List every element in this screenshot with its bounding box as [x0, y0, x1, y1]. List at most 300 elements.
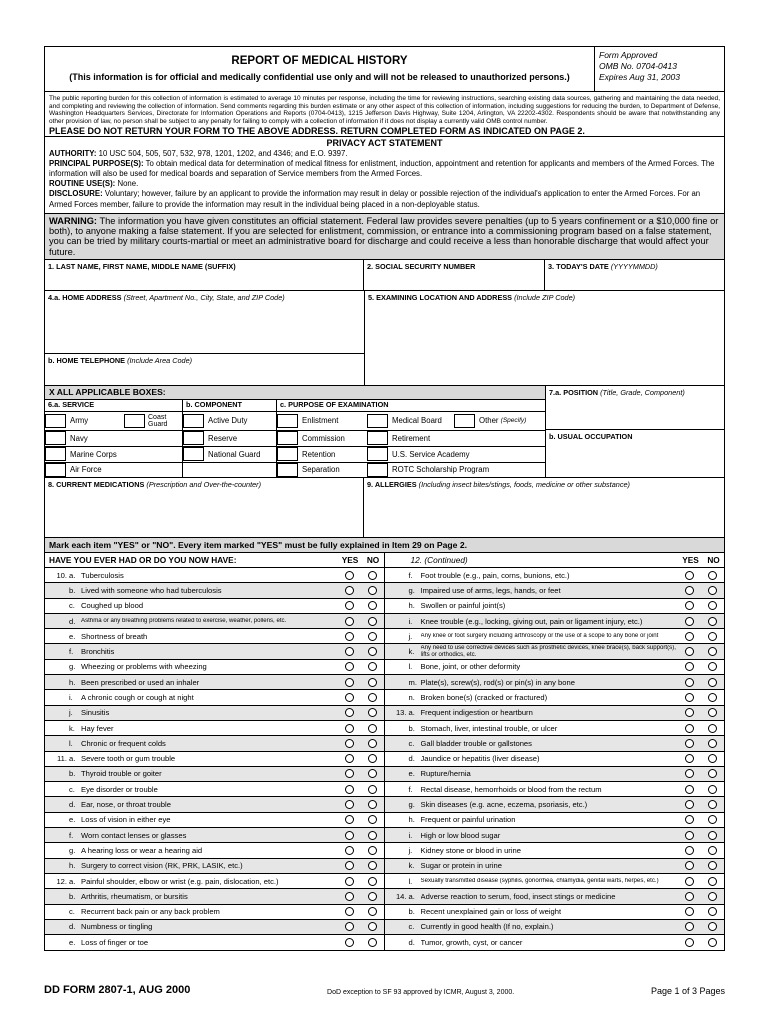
yes-no-radios [678, 647, 724, 656]
yes-radio[interactable] [345, 617, 354, 626]
question-letter: c. [69, 907, 75, 917]
question-text: Painful shoulder, elbow or wrist (e.g. pain, dislocation, etc.) [81, 876, 279, 886]
date-label: 3. TODAY'S DATE [548, 261, 609, 271]
yes-no-radios [678, 693, 724, 702]
checkbox-commission[interactable] [277, 431, 298, 445]
question-letter: c. [408, 922, 415, 932]
yes-radio[interactable] [685, 571, 694, 580]
no-radio[interactable] [368, 769, 377, 778]
question-row [45, 721, 384, 736]
no-radio[interactable] [708, 586, 717, 595]
yes-radio[interactable] [685, 617, 694, 626]
option-service-academy: U.S. Service Academy [392, 449, 470, 459]
no-radio[interactable] [368, 907, 377, 916]
question-text: Frequent or painful urination [420, 815, 516, 825]
question-text: Sugar or protein in urine [420, 861, 502, 871]
component-row-guard [183, 446, 276, 462]
yes-no-radios [338, 708, 384, 717]
yes-radio[interactable] [345, 785, 354, 794]
question-letter: j. [408, 631, 413, 641]
no-radio[interactable] [368, 724, 377, 733]
yes-radio[interactable] [685, 601, 694, 610]
no-radio[interactable] [708, 892, 717, 901]
question-row [385, 629, 725, 644]
questions-left-list [45, 568, 384, 950]
yes-radio[interactable] [685, 877, 694, 886]
yes-no-radios [338, 846, 384, 855]
question-letter: h. [69, 677, 76, 687]
yes-radio[interactable] [685, 785, 694, 794]
question-letter: b. [408, 907, 415, 917]
yes-radio[interactable] [685, 662, 694, 671]
yes-no-radios [338, 785, 384, 794]
exam-loc-label: 5. EXAMINING LOCATION AND ADDRESS [368, 292, 513, 302]
yes-no-radios [678, 617, 724, 626]
question-text: Knee trouble (e.g., locking, giving out, pain or ligament injury, etc.) [420, 616, 643, 626]
yes-radio[interactable] [345, 907, 354, 916]
yes-no-radios [338, 662, 384, 671]
checkbox-retention[interactable] [277, 447, 298, 461]
questions-right [385, 553, 725, 950]
checkbox-medical-board[interactable] [367, 414, 388, 428]
no-radio[interactable] [708, 800, 717, 809]
position-hint: (Title, Grade, Component) [600, 387, 685, 397]
question-text: Sinusitis [81, 708, 110, 718]
questions-right-header [385, 553, 725, 568]
question-letter: e. [69, 631, 76, 641]
yes-no-radios [338, 815, 384, 824]
authority-label: AUTHORITY: [49, 148, 97, 158]
authority-line [49, 149, 720, 159]
no-radio[interactable] [708, 831, 717, 840]
no-radio[interactable] [368, 617, 377, 626]
checkbox-other[interactable] [454, 414, 475, 428]
home-address-field[interactable] [45, 291, 364, 353]
yes-radio[interactable] [685, 815, 694, 824]
purpose-row-1 [277, 411, 545, 430]
no-radio[interactable] [708, 708, 717, 717]
no-radio[interactable] [708, 632, 717, 641]
question-text: Ear, nose, or throat trouble [81, 800, 171, 810]
question-row [45, 614, 384, 629]
yes-no-radios [338, 601, 384, 610]
option-active-duty: Active Duty [208, 416, 248, 426]
questions-left-header [45, 553, 384, 568]
question-row [385, 736, 725, 751]
yes-radio[interactable] [685, 754, 694, 763]
no-radio[interactable] [708, 815, 717, 824]
question-letter: f. [69, 647, 74, 657]
yes-radio[interactable] [345, 846, 354, 855]
no-radio[interactable] [708, 662, 717, 671]
warning-text: The information you have given constitutes an official statement. Federal law provides severe penalties (up to 5 years confinement or a $10,000 fine or both), to anyone making a false statement. If you are selected for enlistment, commission, or entrance into a commissioning program based on a false statement, you can be tried by military courts-martial or meet an administrative board for discharge and could receive a less than honorable discharge that would affect your future. [49, 215, 719, 257]
question-letter: h. [69, 861, 76, 871]
yes-radio[interactable] [345, 861, 354, 870]
yes-radio[interactable] [685, 861, 694, 870]
yes-radio[interactable] [685, 800, 694, 809]
yes-no-radios [338, 617, 384, 626]
question-letter: i. [408, 830, 413, 840]
yes-radio[interactable] [345, 586, 354, 595]
yes-no-radios [338, 769, 384, 778]
question-row [45, 874, 384, 889]
option-enlistment: Enlistment [302, 416, 339, 426]
yes-radio[interactable] [345, 632, 354, 641]
home-telephone-field[interactable] [45, 353, 364, 385]
yes-radio[interactable] [685, 586, 694, 595]
checkbox-active-duty[interactable] [183, 414, 204, 428]
question-letter: l. [408, 662, 413, 672]
ssn-field[interactable] [364, 260, 545, 290]
option-rotc: ROTC Scholarship Program [392, 465, 490, 475]
question-text: Rectal disease, hemorrhoids or blood from the rectum [420, 784, 602, 794]
yes-no-radios [678, 846, 724, 855]
question-text: Rupture/hernia [420, 769, 471, 779]
checkbox-marine-corps[interactable] [45, 447, 66, 461]
question-letter: i. [69, 693, 73, 702]
question-row [385, 920, 725, 935]
question-letter: g. [408, 585, 415, 595]
yes-radio[interactable] [345, 739, 354, 748]
checkbox-coast-guard[interactable] [124, 414, 145, 428]
yes-radio[interactable] [345, 922, 354, 931]
page-number: Page 1 of 3 Pages [650, 986, 725, 996]
question-text: Any knee or foot surgery including arthroscopy or the use of a scope to any bone or joint [420, 633, 659, 640]
no-radio[interactable] [368, 571, 377, 580]
question-row [385, 874, 725, 889]
question-letter: a. [69, 570, 76, 580]
question-number: 14. [395, 891, 407, 901]
question-letter: c. [69, 784, 75, 794]
question-row [385, 859, 725, 874]
yes-radio[interactable] [345, 815, 354, 824]
question-letter: g. [408, 800, 415, 810]
no-radio[interactable] [368, 754, 377, 763]
question-letter: f. [69, 830, 74, 840]
question-number: 10. [56, 570, 67, 580]
yes-radio[interactable] [345, 877, 354, 886]
yes-radio[interactable] [685, 693, 694, 702]
row-address [45, 290, 724, 385]
no-radio[interactable] [708, 739, 717, 748]
no-radio[interactable] [368, 892, 377, 901]
question-letter: l. [408, 876, 413, 886]
checkbox-retirement[interactable] [367, 431, 388, 445]
expiration-date: Expires Aug 31, 2003 [599, 72, 680, 82]
question-row [45, 752, 384, 767]
question-letter: d. [69, 800, 76, 810]
yes-no-radios [678, 861, 724, 870]
question-text: Numbness or tingling [81, 922, 153, 932]
no-radio[interactable] [368, 831, 377, 840]
question-row [385, 690, 725, 705]
yes-radio[interactable] [685, 724, 694, 733]
authority-text: 10 USC 504, 505, 507, 532, 978, 1201, 1202, and 4346; and E.O. 9397. [96, 148, 348, 158]
question-number: 11. [57, 754, 67, 764]
yes-radio[interactable] [345, 938, 354, 947]
question-row [45, 644, 384, 659]
questions-right-list [385, 568, 725, 950]
question-text: Currently in good health (If no, explain.) [420, 922, 554, 932]
question-row [385, 905, 725, 920]
yes-radio[interactable] [345, 769, 354, 778]
no-radio[interactable] [708, 846, 717, 855]
left-header-text: HAVE YOU EVER HAD OR DO YOU NOW HAVE: [49, 554, 237, 565]
no-radio[interactable] [368, 938, 377, 947]
question-text: Sexually transmitted disease (syphilis, gonorrhea, chlamydia, genital warts, herpes, etc.) [420, 877, 659, 884]
purpose-label: c. PURPOSE OF EXAMINATION [280, 399, 389, 409]
name-field[interactable] [45, 260, 364, 290]
no-radio[interactable] [708, 601, 717, 610]
omb-number: OMB No. 0704-0413 [599, 61, 677, 71]
no-radio[interactable] [708, 678, 717, 687]
service-row-air-force [45, 462, 182, 477]
yes-no-radios [338, 571, 384, 580]
yes-radio[interactable] [345, 754, 354, 763]
yes-radio[interactable] [345, 724, 354, 733]
form-footer [44, 978, 725, 996]
question-letter: e. [69, 815, 76, 825]
option-coast-guard: Coast Guard [148, 413, 168, 428]
question-letter: c. [408, 738, 415, 748]
yes-radio[interactable] [345, 831, 354, 840]
date-field[interactable] [545, 260, 724, 290]
yes-radio[interactable] [345, 693, 354, 702]
address-hint: (Street, Apartment No., City, State, and ZIP Code) [123, 292, 285, 302]
yes-radio[interactable] [345, 892, 354, 901]
no-radio[interactable] [368, 815, 377, 824]
question-letter: k. [69, 723, 75, 733]
question-letter: f. [408, 570, 413, 580]
privacy-title: PRIVACY ACT STATEMENT [326, 138, 443, 149]
routine-line [49, 179, 720, 189]
no-radio[interactable] [368, 877, 377, 886]
question-letter: g. [69, 662, 76, 672]
medications-field[interactable] [45, 478, 364, 537]
yes-no-radios [338, 861, 384, 870]
question-text: Frequent indigestion or heartburn [420, 708, 533, 718]
question-text: Kidney stone or blood in urine [420, 845, 521, 855]
question-row [385, 843, 725, 858]
question-text: Jaundice or hepatitis (liver disease) [420, 754, 540, 764]
yes-radio[interactable] [685, 632, 694, 641]
form-subtitle: (This information is for official and medically confidential use only and will not be released to unauthorized persons.) [69, 72, 570, 82]
question-row [45, 782, 384, 797]
checkbox-national-guard[interactable] [183, 447, 204, 461]
checkbox-army[interactable] [45, 414, 66, 428]
date-hint: (YYYYMMDD) [610, 261, 658, 271]
question-letter: d. [408, 938, 415, 948]
question-text: Plate(s), screw(s), rod(s) or pin(s) in any bone [420, 677, 575, 687]
service-block [45, 386, 546, 477]
routine-text: None. [115, 179, 139, 189]
yes-no-radios [338, 877, 384, 886]
yes-radio[interactable] [685, 708, 694, 717]
purpose-line [49, 159, 720, 179]
no-radio[interactable] [368, 632, 377, 641]
question-text: Loss of vision in either eye [81, 815, 171, 825]
no-radio[interactable] [708, 754, 717, 763]
no-radio[interactable] [368, 861, 377, 870]
yes-radio[interactable] [685, 769, 694, 778]
question-letter: b. [69, 891, 76, 901]
yes-radio[interactable] [685, 846, 694, 855]
no-radio[interactable] [368, 586, 377, 595]
yes-no-radios [678, 877, 724, 886]
no-radio[interactable] [368, 846, 377, 855]
phone-label: b. HOME TELEPHONE [48, 355, 126, 365]
question-row [385, 782, 725, 797]
question-text: Loss of finger or toe [81, 938, 149, 948]
no-radio[interactable] [708, 724, 717, 733]
yes-radio[interactable] [685, 922, 694, 931]
yes-radio[interactable] [345, 571, 354, 580]
question-row [385, 644, 725, 659]
checkbox-air-force[interactable] [45, 463, 66, 477]
question-text: Shortness of breath [81, 631, 148, 641]
option-navy: Navy [70, 433, 88, 443]
no-radio[interactable] [708, 785, 717, 794]
question-letter: h. [408, 815, 415, 825]
other-hint: (Specify) [500, 417, 527, 425]
option-separation: Separation [302, 465, 340, 475]
no-radio[interactable] [708, 769, 717, 778]
phone-hint: (Include Area Code) [127, 355, 193, 365]
question-row [385, 767, 725, 782]
checkbox-navy[interactable] [45, 431, 66, 445]
question-letter: a. [69, 754, 76, 764]
header-main [45, 47, 595, 91]
no-radio[interactable] [708, 922, 717, 931]
checkbox-rotc[interactable] [367, 463, 388, 477]
question-letter: b. [408, 723, 415, 733]
no-radio[interactable] [708, 693, 717, 702]
no-radio[interactable] [708, 861, 717, 870]
no-radio[interactable] [368, 662, 377, 671]
question-row [45, 813, 384, 828]
yes-radio[interactable] [345, 800, 354, 809]
yes-radio[interactable] [685, 647, 694, 656]
no-radio[interactable] [368, 601, 377, 610]
no-radio[interactable] [708, 877, 717, 886]
question-row [385, 599, 725, 614]
question-row [45, 675, 384, 690]
question-letter: j. [408, 845, 413, 855]
service-columns [45, 399, 545, 477]
yes-radio[interactable] [345, 647, 354, 656]
question-letter: d. [69, 616, 76, 626]
yes-radio[interactable] [685, 831, 694, 840]
yes-radio[interactable] [685, 678, 694, 687]
no-radio[interactable] [368, 785, 377, 794]
yes-radio[interactable] [345, 678, 354, 687]
position-block [546, 386, 724, 477]
yes-radio[interactable] [345, 601, 354, 610]
question-row [385, 797, 725, 812]
address-column [45, 291, 365, 385]
no-radio[interactable] [368, 708, 377, 717]
question-letter: a. [69, 876, 76, 886]
no-radio[interactable] [368, 922, 377, 931]
no-radio[interactable] [708, 617, 717, 626]
position-label: 7.a. POSITION [549, 387, 599, 397]
examining-location-field[interactable] [365, 291, 724, 385]
yes-radio[interactable] [685, 938, 694, 947]
question-text: Gall bladder trouble or gallstones [420, 738, 532, 748]
yes-no-radios [338, 586, 384, 595]
no-radio[interactable] [368, 693, 377, 702]
right-header-text: 12. (Continued) [410, 554, 468, 565]
question-letter: g. [69, 845, 76, 855]
yes-no-radios [338, 938, 384, 947]
purpose-row-3 [277, 446, 545, 462]
address-label: 4.a. HOME ADDRESS [48, 292, 122, 302]
question-row [45, 859, 384, 874]
yes-label-right: YES [682, 554, 699, 565]
no-radio[interactable] [708, 938, 717, 947]
position-field[interactable] [546, 386, 724, 429]
yes-radio[interactable] [345, 662, 354, 671]
yes-radio[interactable] [685, 892, 694, 901]
yes-no-radios [678, 938, 724, 947]
checkbox-separation[interactable] [277, 463, 298, 477]
question-row [385, 675, 725, 690]
service-label: 6.a. SERVICE [48, 399, 95, 409]
no-radio[interactable] [708, 571, 717, 580]
yes-no-radios [338, 800, 384, 809]
question-text: High or low blood sugar [420, 830, 501, 840]
question-text: Swollen or painful joint(s) [420, 601, 506, 611]
component-row-active [183, 411, 276, 430]
sf93-exception: DoD exception to SF 93 approved by ICMR, August 3, 2000. [327, 989, 515, 996]
question-text: Bronchitis [81, 647, 115, 657]
question-letter: h. [408, 601, 415, 611]
question-row [45, 905, 384, 920]
no-radio[interactable] [368, 647, 377, 656]
yes-radio[interactable] [685, 739, 694, 748]
service-column [45, 400, 183, 477]
yes-no-radios [338, 831, 384, 840]
allergies-field[interactable] [364, 478, 724, 537]
no-radio[interactable] [708, 907, 717, 916]
yes-no-radios [338, 754, 384, 763]
no-radio[interactable] [708, 647, 717, 656]
question-row [45, 767, 384, 782]
yes-no-radios [338, 724, 384, 733]
no-radio[interactable] [368, 800, 377, 809]
return-notice: PLEASE DO NOT RETURN YOUR FORM TO THE ABOVE ADDRESS. RETURN COMPLETED FORM AS INDICATED ON PAGE 2. [49, 126, 585, 137]
question-row [45, 843, 384, 858]
privacy-act-statement [45, 136, 724, 212]
yes-no-radios [338, 892, 384, 901]
question-row [45, 629, 384, 644]
checkbox-reserve[interactable] [183, 431, 204, 445]
yes-no-radios [678, 785, 724, 794]
checkbox-enlistment[interactable] [277, 414, 298, 428]
no-radio[interactable] [368, 678, 377, 687]
burden-statement: The public reporting burden for this collection of information is estimated to average 10 minutes per response, including the time for reviewing instructions, searching existing data sources, gathering and maintaining the data needed, and completing and reviewing the collection of information. Send comments regarding this burden estimate or any other aspect of this collection of information, including suggestions for reducing the burden, to Department of Defense, Washington Headquarters Services, Directorate for Information Operations and Reports (0704-0413), 1215 Jefferson Davis Highway, Suite 1204, Arlington, VA 22202-4302. Respondents should be aware that notwithstanding any other provision of law, no person shall be subject to any penalty for failing to comply with a collection of information if it does not display a currently valid OMB control number. [49, 95, 720, 125]
component-column [183, 400, 277, 477]
checkbox-service-academy[interactable] [367, 447, 388, 461]
occupation-field[interactable] [546, 429, 724, 477]
question-row [385, 935, 725, 950]
yes-radio[interactable] [345, 708, 354, 717]
no-radio[interactable] [368, 739, 377, 748]
yes-radio[interactable] [685, 907, 694, 916]
component-row-empty [183, 462, 276, 477]
yes-no-radios [678, 831, 724, 840]
exam-loc-hint: (Include ZIP Code) [514, 292, 576, 302]
